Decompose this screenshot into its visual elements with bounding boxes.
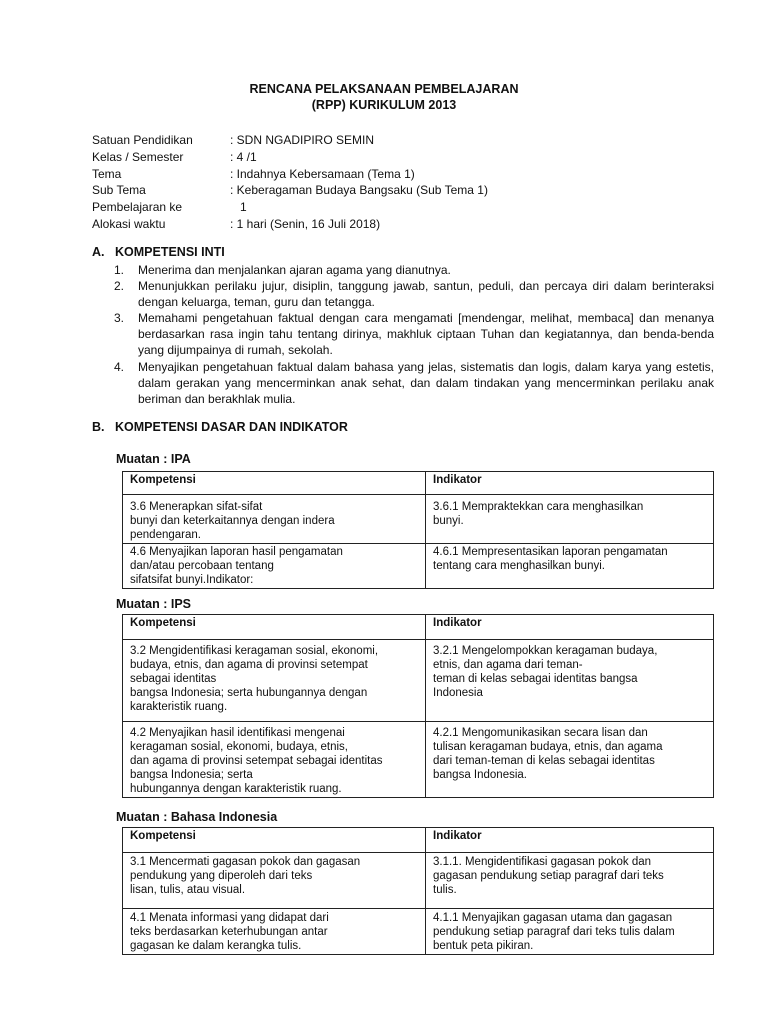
cell-line: teman di kelas sebagai identitas bangsa — [433, 673, 638, 685]
list-item — [114, 262, 714, 278]
cell-line: 3.1 Mencermati gagasan pokok dan gagasan — [130, 856, 361, 868]
section-b-heading — [92, 420, 348, 434]
table-header-row — [123, 472, 714, 495]
identity-label: Alokasi waktu — [92, 216, 166, 231]
cell-line: gagasan ke dalam kerangka tulis. — [130, 940, 302, 952]
muatan-heading-ips: Muatan : IPS — [116, 597, 192, 611]
identity-row — [92, 216, 488, 233]
identity-value: 1 — [230, 200, 247, 215]
cell-line: 4.1.1 Menyajikan gagasan utama dan gagasan — [433, 912, 673, 924]
cell-line: sebagai identitas — [130, 673, 217, 685]
list-number: 2. — [114, 279, 125, 294]
identity-row — [92, 166, 488, 183]
cell-line: etnis, dan agama dari teman- — [433, 659, 583, 671]
cell-line: 3.6 Menerapkan sifat-sifat — [130, 501, 263, 513]
muatan-heading-bahasa-indonesia: Muatan : Bahasa Indonesia — [116, 810, 278, 824]
cell-line: hubungannya dengan karakteristik ruang. — [130, 783, 342, 795]
section-title: KOMPETENSI DASAR DAN INDIKATOR — [115, 420, 348, 434]
cell-line: Indonesia — [433, 687, 483, 699]
identity-row — [92, 199, 488, 216]
column-header-kompetensi: Kompetensi — [123, 472, 426, 495]
identity-row — [92, 149, 488, 166]
cell-line: bangsa Indonesia; serta — [130, 769, 253, 781]
cell-line: tulis. — [433, 884, 457, 896]
table-header-row — [123, 615, 714, 640]
list-item — [114, 310, 714, 358]
identity-row — [92, 132, 488, 149]
cell-line: 4.1 Menata informasi yang didapat dari — [130, 912, 329, 924]
cell-line: 4.2 Menyajikan hasil identifikasi mengenai — [130, 727, 345, 739]
column-header-indikator: Indikator — [426, 828, 714, 853]
identity-value: : 4 /1 — [230, 149, 257, 164]
cell-line: teks berdasarkan keterhubungan antar — [130, 926, 328, 938]
list-number: 4. — [114, 359, 125, 374]
list-text: Memahami pengetahuan faktual dengan cara mengamati [mendengar, melihat, membaca] dan menanya berdasarkan rasa ingin tahu tentang dirinya, makhluk ciptaan Tuhan dan kegiatannya, dan benda-benda yang dijumpainya di rumah, sekolah. — [138, 311, 714, 358]
list-number: 3. — [114, 311, 125, 326]
cell-line: 4.6.1 Mempresentasikan laporan pengamatan — [433, 546, 668, 558]
identity-value: : Keberagaman Budaya Bangsaku (Sub Tema 1) — [230, 183, 488, 198]
indikator-cell — [426, 853, 714, 909]
document-title-line2: (RPP) KURIKULUM 2013 — [311, 98, 457, 112]
cell-line: sifatsifat bunyi.Indikator: — [130, 574, 254, 586]
cell-line: dan/atau percobaan tentang — [130, 560, 274, 572]
identity-label: Satuan Pendidikan — [92, 133, 193, 147]
identity-value: : SDN NGADIPIRO SEMIN — [230, 133, 375, 147]
kompetensi-cell — [123, 544, 426, 589]
identity-label: Kelas / Semester — [92, 149, 184, 164]
cell-line: bangsa Indonesia. — [433, 769, 527, 781]
cell-line: bunyi dan keterkaitannya dengan indera — [130, 515, 335, 527]
column-header-indikator: Indikator — [426, 615, 714, 640]
kompetensi-cell — [123, 640, 426, 722]
cell-line: bunyi. — [433, 515, 464, 527]
section-title: KOMPETENSI INTI — [115, 245, 225, 259]
list-text: Menyajikan pengetahuan faktual dalam bahasa yang jelas, sistematis dan logis, dalam karya yang estetis, dalam gerakan yang mencerminkan anak sehat, dan dalam tindakan yang mencerminkan perilaku anak beriman dan berakhlak mulia. — [138, 359, 714, 406]
table-row — [123, 722, 714, 798]
cell-line: tentang cara menghasilkan bunyi. — [433, 560, 605, 572]
identity-label: Tema — [92, 166, 122, 181]
table-row — [123, 495, 714, 544]
list-number: 1. — [114, 263, 125, 277]
document-title-line1: RENCANA PELAKSANAAN PEMBELAJARAN — [249, 82, 519, 96]
column-header-kompetensi: Kompetensi — [123, 615, 426, 640]
cell-line: pendukung setiap paragraf dari teks tulis dalam — [433, 926, 675, 938]
muatan-heading-ipa: Muatan : IPA — [116, 452, 191, 466]
table-row — [123, 909, 714, 955]
list-text: Menerima dan menjalankan ajaran agama yang dianutnya. — [138, 263, 451, 277]
cell-line: 3.2 Mengidentifikasi keragaman sosial, ekonomi, — [130, 645, 379, 657]
kd-table-ipa — [122, 471, 714, 589]
table-row — [123, 640, 714, 722]
kd-table-ips — [122, 614, 714, 798]
section-a-heading — [92, 245, 225, 259]
kd-table-bahasa-indonesia — [122, 827, 714, 955]
table-row — [123, 544, 714, 589]
cell-line: 4.2.1 Mengomunikasikan secara lisan dan — [433, 727, 648, 739]
column-header-indikator: Indikator — [426, 472, 714, 495]
identity-value: : Indahnya Kebersamaan (Tema 1) — [230, 166, 415, 181]
cell-line: tulisan keragaman budaya, etnis, dan agama — [433, 741, 663, 753]
list-text: Menunjukkan perilaku jujur, disiplin, tanggung jawab, santun, peduli, dan percaya diri dalam berinteraksi dengan keluarga, teman, guru dan tetangga. — [138, 279, 714, 310]
kompetensi-cell — [123, 722, 426, 798]
indikator-cell — [426, 495, 714, 544]
cell-line: 3.6.1 Mempraktekkan cara menghasilkan — [433, 501, 644, 513]
cell-line: 4.6 Menyajikan laporan hasil pengamatan — [130, 546, 343, 558]
section-letter: B. — [92, 420, 105, 434]
indikator-cell — [426, 909, 714, 955]
indikator-cell — [426, 722, 714, 798]
kompetensi-cell — [123, 853, 426, 909]
kompetensi-cell — [123, 495, 426, 544]
cell-line: dan agama di provinsi setempat sebagai identitas — [130, 755, 383, 767]
identity-label: Pembelajaran ke — [92, 200, 183, 215]
table-header-row — [123, 828, 714, 853]
identity-value: : 1 hari (Senin, 16 Juli 2018) — [230, 216, 381, 231]
kompetensi-inti-list — [114, 262, 714, 407]
list-item — [114, 278, 714, 310]
cell-line: 3.1.1. Mengidentifikasi gagasan pokok dan — [433, 856, 652, 868]
cell-line: gagasan pendukung setiap paragraf dari teks — [433, 870, 664, 882]
cell-line: 3.2.1 Mengelompokkan keragaman budaya, — [433, 645, 658, 657]
indikator-cell — [426, 544, 714, 589]
cell-line: bangsa Indonesia; serta hubungannya dengan — [130, 687, 368, 699]
section-letter: A. — [92, 245, 105, 259]
list-item — [114, 359, 714, 407]
cell-line: lisan, tulis, atau visual. — [130, 884, 246, 896]
cell-line: dari teman-teman di kelas sebagai identitas — [433, 755, 655, 767]
column-header-kompetensi: Kompetensi — [123, 828, 426, 853]
cell-line: keragaman sosial, ekonomi, budaya, etnis, — [130, 741, 348, 753]
identity-block — [92, 132, 488, 233]
cell-line: pendengaran. — [130, 529, 201, 541]
table-row — [123, 853, 714, 909]
cell-line: pendukung yang diperoleh dari teks — [130, 870, 313, 882]
kompetensi-cell — [123, 909, 426, 955]
cell-line: budaya, etnis, dan agama di provinsi setempat — [130, 659, 368, 671]
identity-label: Sub Tema — [92, 183, 146, 198]
cell-line: bentuk peta pikiran. — [433, 940, 534, 952]
cell-line: karakteristik ruang. — [130, 701, 228, 713]
identity-row — [92, 182, 488, 199]
indikator-cell — [426, 640, 714, 722]
